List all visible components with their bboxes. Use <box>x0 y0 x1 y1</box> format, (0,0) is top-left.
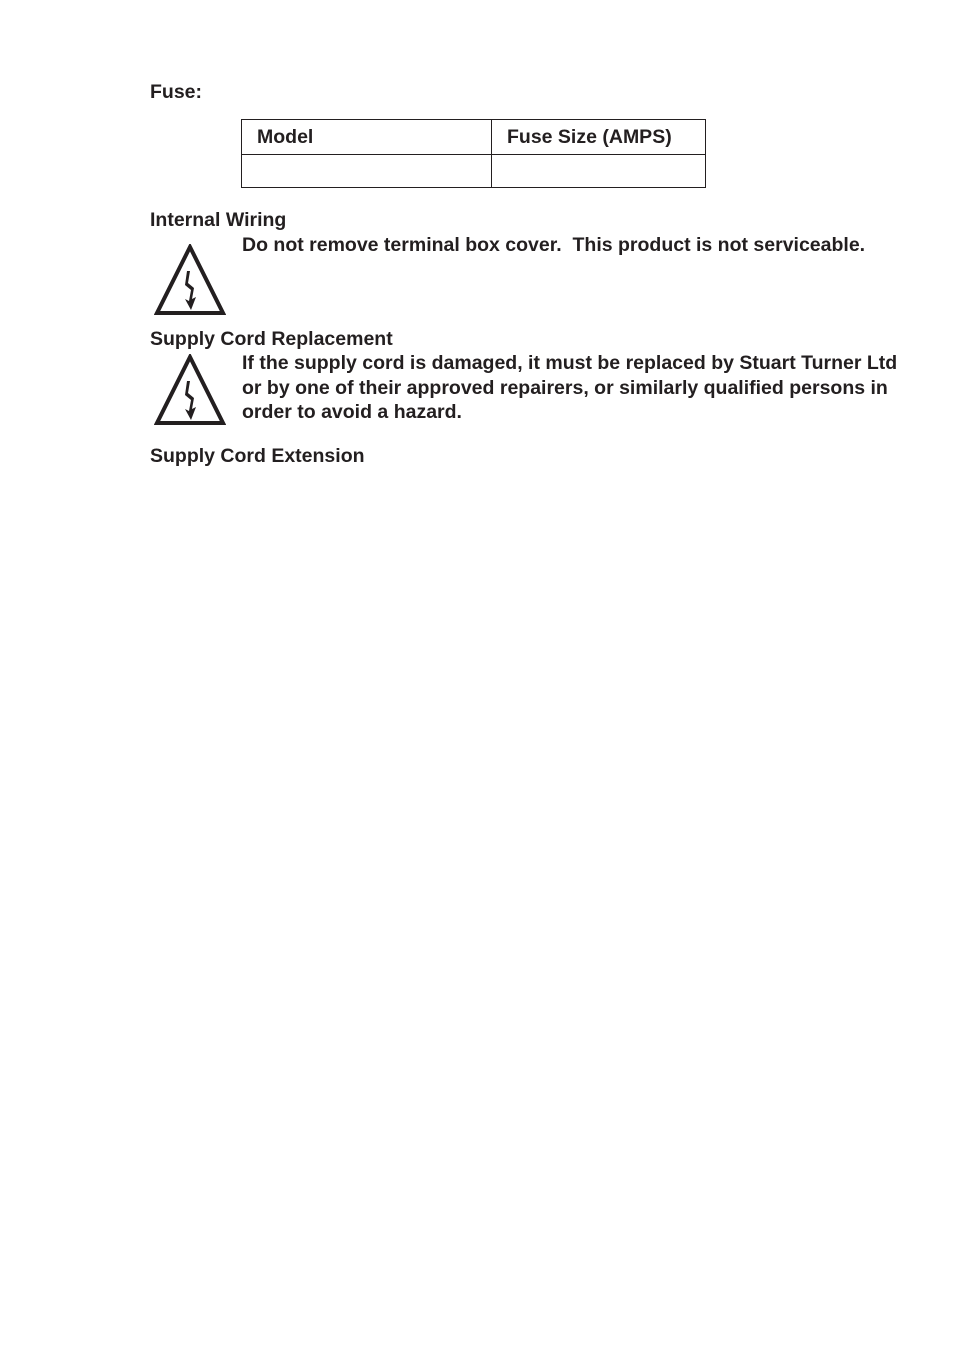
fuse-heading: Fuse: <box>150 81 203 103</box>
model-column-header: Model <box>242 120 492 155</box>
table-row <box>242 155 706 188</box>
supply-cord-replacement-warning-text: If the supply cord is damaged, it must be replaced by Stuart Turner Ltd or by one of their approved repairers, or similarly qualified persons in order to avoid a hazard. <box>242 352 898 423</box>
model-cell <box>242 155 492 188</box>
supply-cord-extension-heading: Supply Cord Extension <box>150 445 365 467</box>
table-header-row <box>242 120 706 155</box>
fuse-size-column-header: Fuse Size (AMPS) <box>492 120 706 155</box>
internal-wiring-warning-text: Do not remove terminal box cover. This product is not serviceable. <box>242 234 866 256</box>
electrical-hazard-warning-icon <box>154 354 226 426</box>
electrical-hazard-warning-icon <box>154 244 226 316</box>
supply-cord-replacement-heading: Supply Cord Replacement <box>150 328 393 350</box>
internal-wiring-heading: Internal Wiring <box>150 209 287 231</box>
fuse-size-cell <box>492 155 706 188</box>
fuse-table <box>241 119 706 188</box>
